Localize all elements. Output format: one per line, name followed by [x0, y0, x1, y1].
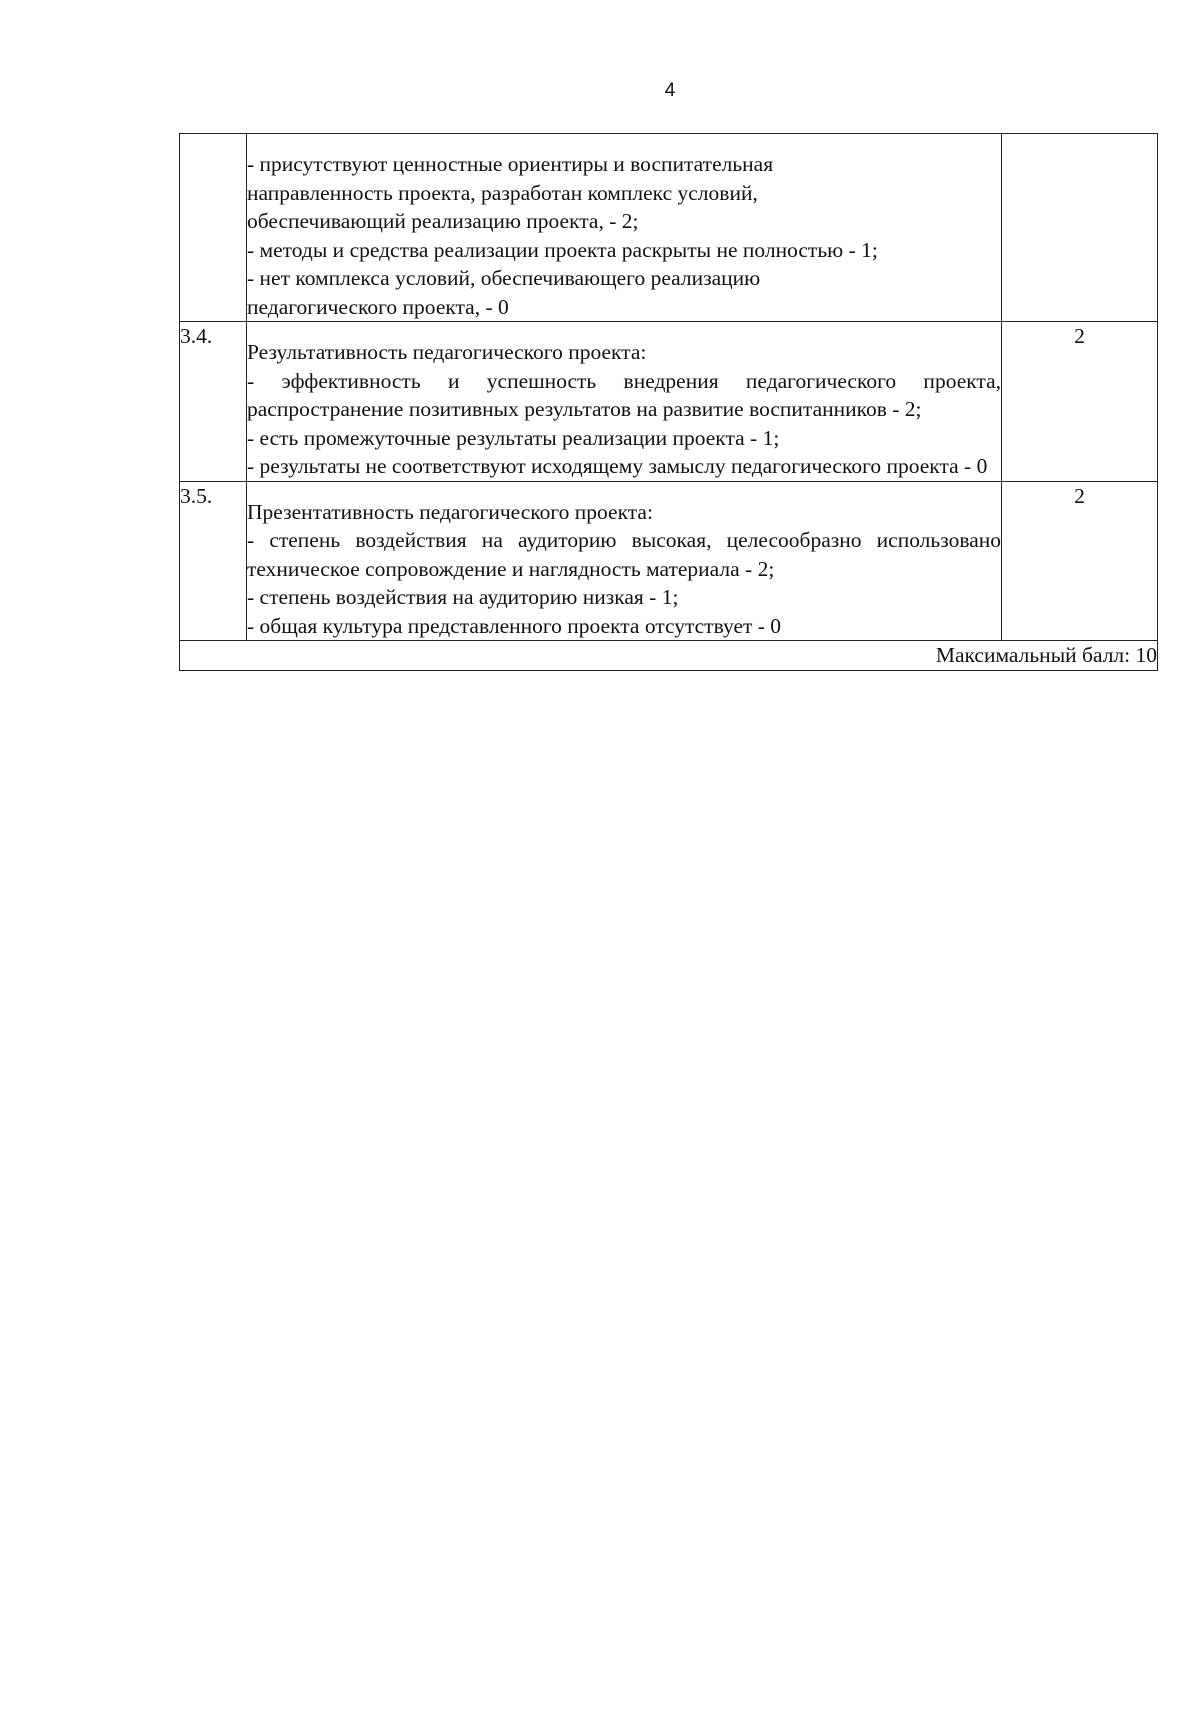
max-score-text: Максимальный балл: 10	[180, 641, 1158, 671]
criteria-text-cell	[247, 481, 1002, 641]
criterion-item: - степень воздействия на аудиторию высокая, целесообразно использовано техническое сопровождение и наглядность материала - 2;	[247, 528, 1001, 581]
criteria-line: направленность проекта, разработан комплекс условий,	[247, 180, 758, 205]
criteria-line: педагогического проекта, - 0	[247, 294, 509, 319]
criterion-title: Результативность педагогического проекта:	[247, 340, 647, 364]
criterion-item: - есть промежуточные результаты реализации проекта - 1;	[247, 425, 780, 450]
table-footer-row	[180, 641, 1158, 671]
page-number: 4	[664, 80, 676, 101]
criteria-table	[179, 133, 1158, 671]
row-number-cell	[180, 134, 247, 322]
criterion-item: - результаты не соответствуют исходящему замыслу педагогического проекта - 0	[247, 454, 988, 478]
criteria-line: обеспечивающий реализацию проекта, - 2;	[247, 209, 639, 233]
criteria-line: - нет комплекса условий, обеспечивающего реализацию	[247, 266, 761, 290]
score-cell: 2	[1002, 322, 1158, 482]
criterion-title: Презентативность педагогического проекта:	[247, 499, 653, 524]
table-row	[180, 134, 1158, 322]
score-cell: 2	[1002, 481, 1158, 641]
criteria-line: - методы и средства реализации проекта раскрыты не полностью - 1;	[247, 237, 878, 262]
criteria-line: - присутствуют ценностные ориентиры и воспитательная	[247, 152, 774, 176]
criterion-item: - общая культура представленного проекта отсутствует - 0	[247, 613, 782, 638]
criterion-item: - эффективность и успешность внедрения педагогического проекта, распространение позитивных результатов на развитие воспитанников - 2;	[247, 368, 1001, 421]
row-number-cell: 3.5.	[180, 481, 247, 641]
table-row	[180, 322, 1158, 482]
table-row	[180, 481, 1158, 641]
criteria-text-cell	[247, 134, 1002, 322]
row-number-cell: 3.4.	[180, 322, 247, 482]
score-cell	[1002, 134, 1158, 322]
criteria-text-cell	[247, 322, 1002, 482]
criterion-item: - степень воздействия на аудиторию низкая - 1;	[247, 585, 679, 609]
